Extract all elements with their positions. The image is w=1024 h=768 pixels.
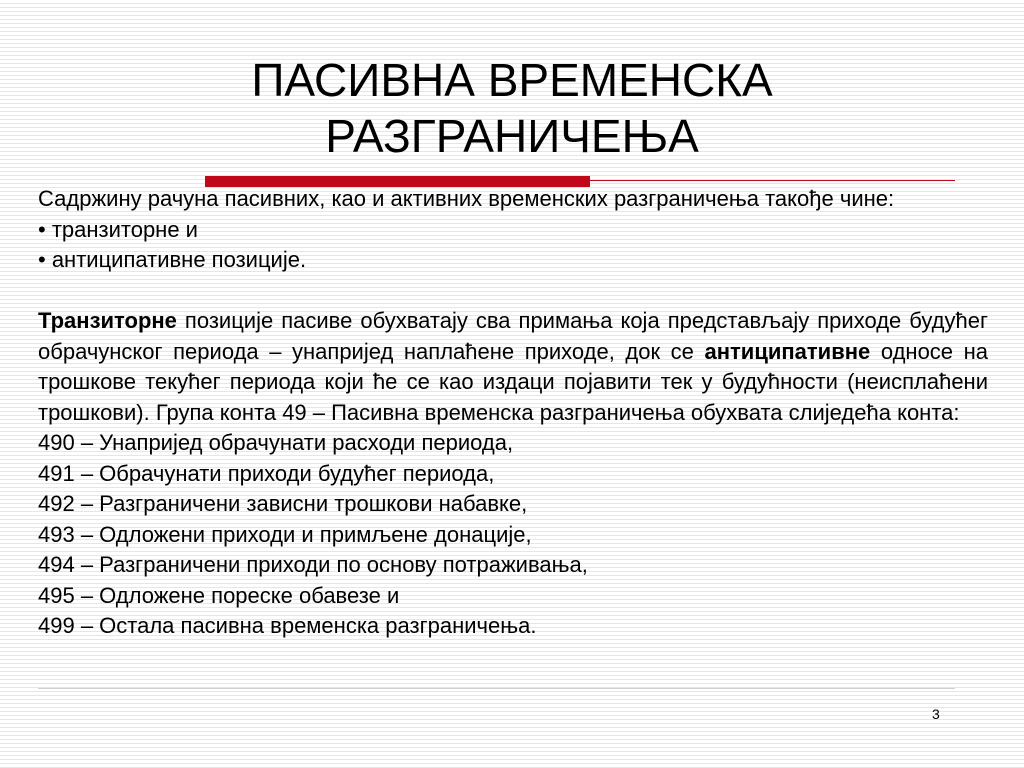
term-anticipatory: антиципативне bbox=[704, 338, 871, 364]
account-item-494: 494 – Разграничени приходи по основу потраживања, bbox=[38, 552, 588, 577]
account-item-495: 495 – Одложене пореске обавезе и bbox=[38, 582, 400, 608]
definition-text-2: односе на трошкове текућег периода који ће се као издаци појавити тек у будућности (неисплаћени трошкови). Група конта 49 – Пасивна временска разграничења обухвата слиједећа конта: bbox=[38, 338, 988, 425]
account-item-490: 490 – Унапријед обрачунати расходи периода, bbox=[38, 430, 514, 455]
definition-text-1: позиције пасиве обухватају сва примања која представљају приходе будућег обрачунског периода – унапријед наплаћене приходе, док се bbox=[38, 308, 988, 364]
footer-divider bbox=[38, 688, 955, 689]
title-underline-thin-line bbox=[590, 180, 955, 181]
term-transitory: Транзиторне bbox=[38, 308, 177, 333]
account-item-493: 493 – Одложени приходи и примљене донације, bbox=[38, 521, 532, 547]
account-item-491: 491 – Обрачунати приходи будућег периода, bbox=[38, 460, 495, 486]
account-item-492: 492 – Разграничени зависни трошкови набавке, bbox=[38, 491, 528, 516]
slide-title-line-2: РАЗГРАНИЧЕЊА bbox=[325, 110, 699, 162]
slide-title-line-1: ПАСИВНА ВРЕМЕНСКА bbox=[251, 54, 773, 106]
definition-paragraph bbox=[38, 306, 988, 428]
paragraph-spacer bbox=[38, 276, 988, 307]
slide-title bbox=[0, 52, 1024, 164]
page-number: 3 bbox=[932, 706, 940, 722]
intro-paragraph: Садржину рачуна пасивних, као и активних временских разграничења такође чине: bbox=[38, 186, 895, 211]
account-item-499: 499 – Остала пасивна временска разграничења. bbox=[38, 613, 537, 638]
bullet-item-anticipatory: • антиципативне позиције. bbox=[38, 247, 307, 272]
slide-body bbox=[38, 184, 988, 642]
bullet-item-transitory: • транзиторне и bbox=[38, 216, 198, 242]
